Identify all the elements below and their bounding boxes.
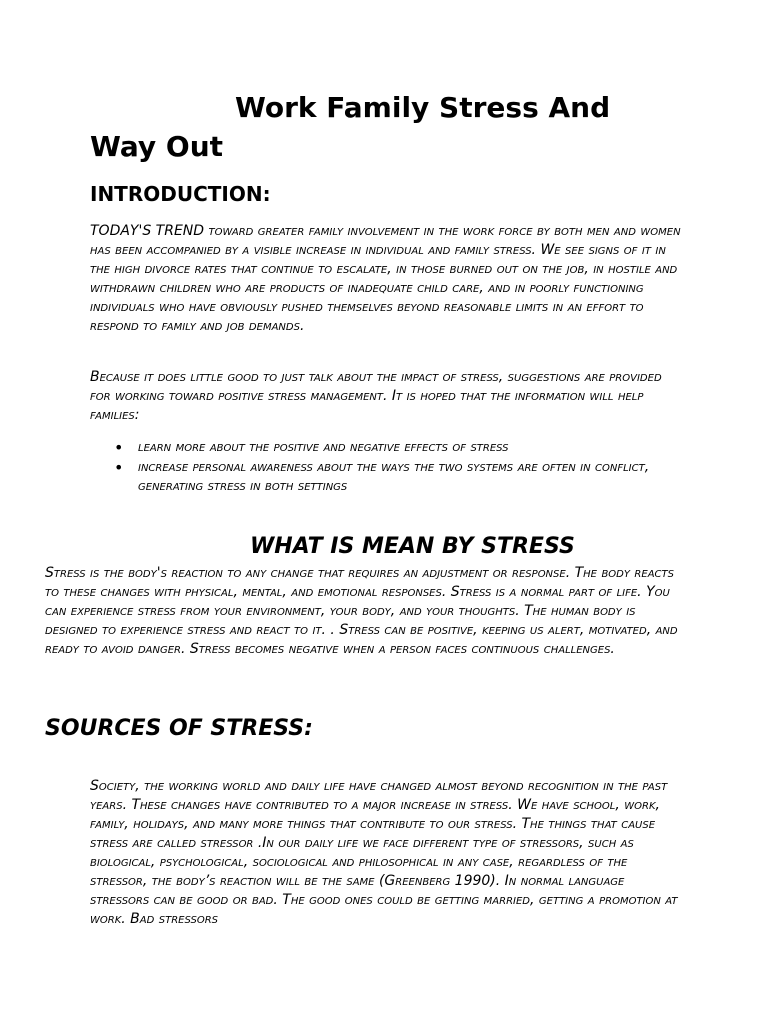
list-item [90,458,685,496]
introduction-paragraph-2: Because it does little good to just talk about the impact of stress, suggestions are provided for working toward positive stress management. It is hoped that the information will help families: [90,369,662,423]
document-title: Work Family Stress And Way Out [90,91,611,163]
bullet-icon: • [114,458,124,477]
introduction-paragraph-1: TODAY'S TREND toward greater family involvement in the work force by both men and women has been accompanied by a visible increase in individual and family stress. We see signs of it in the high divorce rates that continue to escalate, in those burned out on the job, in hostile and withdrawn children who are products of inadequate child care, and in poorly functioning individuals who have obviously pushed themselves beyond reasonable limits in an effort to respond to family and job demands. [90,223,681,334]
list-item-text: increase personal awareness about the ways the two systems are often in conflict, generating stress in both settings [138,459,650,494]
bullet-icon: • [114,438,124,457]
sources-of-stress-heading: SOURCES OF STRESS: [45,716,313,741]
list-item [90,438,685,457]
introduction-heading: INTRODUCTION: [90,182,271,206]
introduction-bullet-list [90,438,685,497]
sources-of-stress-paragraph: Society, the working world and daily life have changed almost beyond recognition in the past years. These changes have contributed to a major increase in stress. We have school, work, family, holidays, and many more things that contribute to our stress. The things that cause stress are called stressor .In our daily life we face different type of stressors, such as biological, psychological, sociological and philosophical in any case, regardless of the stressor, the body’s reaction will be the same (Greenberg 1990). In normal language stressors can be good or bad. The good ones could be getting married, getting a promotion at work. Bad stressors [90,778,678,927]
what-is-stress-paragraph: Stress is the body's reaction to any change that requires an adjustment or response. The body reacts to these changes with physical, mental, and emotional responses. Stress is a normal part of life. You can experience stress from your environment, your body, and your thoughts. The human body is designed to experience stress and react to it. . Stress can be positive, keeping us alert, motivated, and ready to avoid danger. Stress becomes negative when a person faces continuous challenges. [45,565,678,657]
what-is-stress-heading: WHAT IS MEAN BY STRESS [250,534,575,559]
list-item-text: learn more about the positive and negative effects of stress [138,439,509,455]
